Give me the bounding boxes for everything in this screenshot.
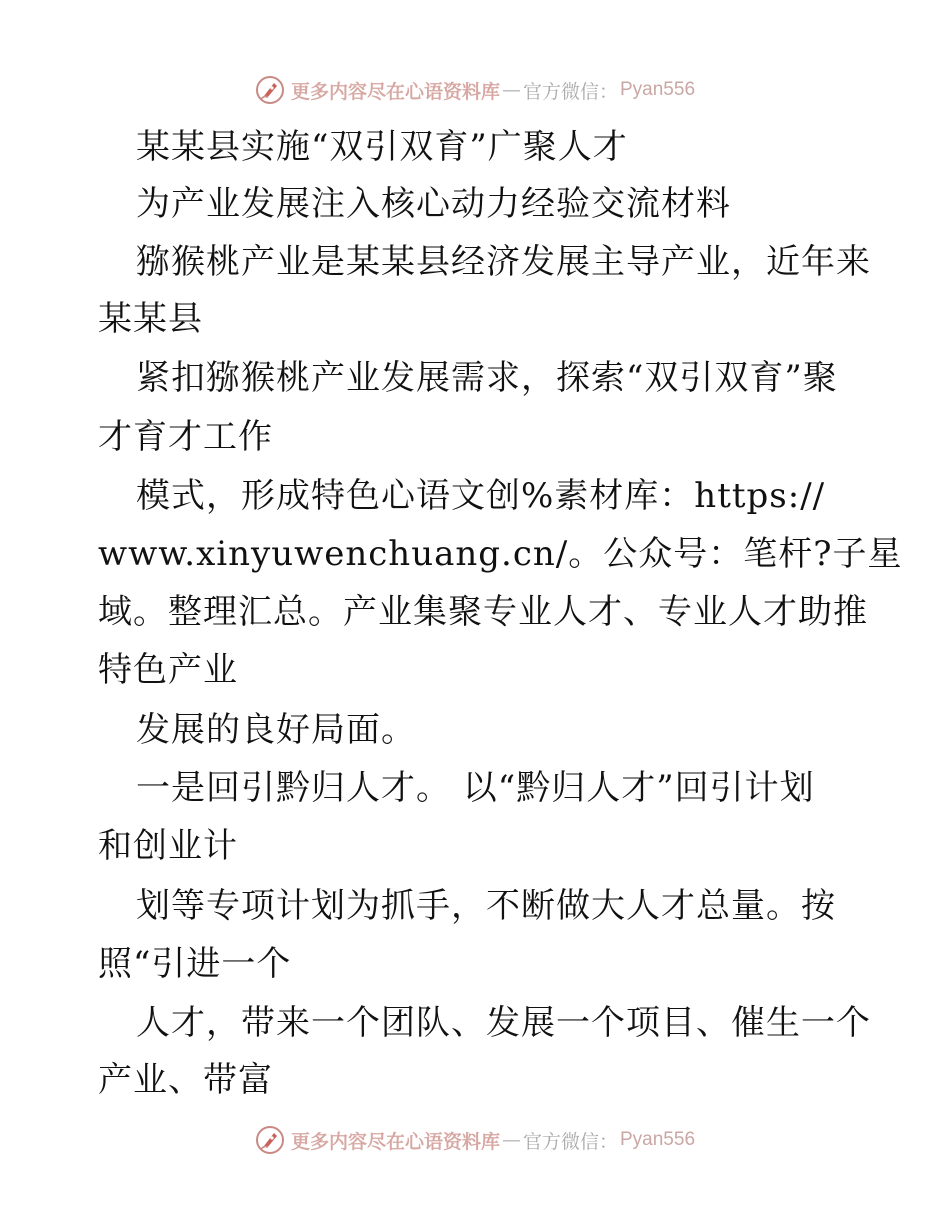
doc-text-line: 模式，形成特色心语文创%素材库：https://: [136, 476, 826, 516]
doc-title-line-1: 某某县实施“双引双育”广聚人才: [136, 127, 628, 167]
pen-nib-logo-icon: [255, 1125, 285, 1155]
doc-text-line: 和创业计: [98, 826, 238, 866]
watermark-wechat-label: 官方微信：: [522, 80, 618, 103]
doc-text-line: 紧扣猕猴桃产业发展需求，探索“双引双育”聚: [136, 358, 838, 398]
doc-text-line: 猕猴桃产业是某某县经济发展主导产业，近年来: [136, 242, 871, 282]
watermark-wechat-id: Pyan556: [620, 1129, 696, 1150]
doc-text-line: 人才，带来一个团队、发展一个项目、催生一个: [136, 1003, 871, 1043]
doc-text-line: 域。整理汇总。产业集聚专业人才、专业人才助推: [98, 592, 868, 632]
watermark-library-text: 更多内容尽在心语资料库: [290, 1130, 500, 1153]
header-watermark: [0, 70, 950, 110]
doc-text-line: 划等专项计划为抓手，不断做大人才总量。按: [136, 886, 836, 926]
watermark-wechat-label: 官方微信：: [522, 1130, 618, 1153]
doc-text-line: 照“引进一个: [98, 944, 292, 984]
doc-title-line-2: 为产业发展注入核心动力经验交流材料: [136, 184, 731, 224]
pen-nib-logo-icon: [255, 75, 285, 105]
watermark-wechat-id: Pyan556: [620, 79, 696, 100]
watermark-separator: —: [501, 1129, 521, 1151]
watermark-library-text: 更多内容尽在心语资料库: [290, 80, 500, 103]
doc-text-line: 特色产业: [98, 650, 238, 690]
doc-text-line: 发展的良好局面。: [136, 710, 416, 750]
doc-text-line: www.xinyuwenchuang.cn/。公众号：笔杆?子星: [98, 534, 903, 574]
doc-text-line: 产业、带富: [98, 1060, 273, 1100]
doc-text-line: 才育才工作: [98, 417, 273, 457]
footer-watermark: [0, 1120, 950, 1160]
doc-text-line: 一是回引黔归人才。 以“黔归人才”回引计划: [136, 768, 815, 808]
watermark-separator: —: [501, 79, 521, 101]
doc-text-line: 某某县: [98, 299, 203, 339]
